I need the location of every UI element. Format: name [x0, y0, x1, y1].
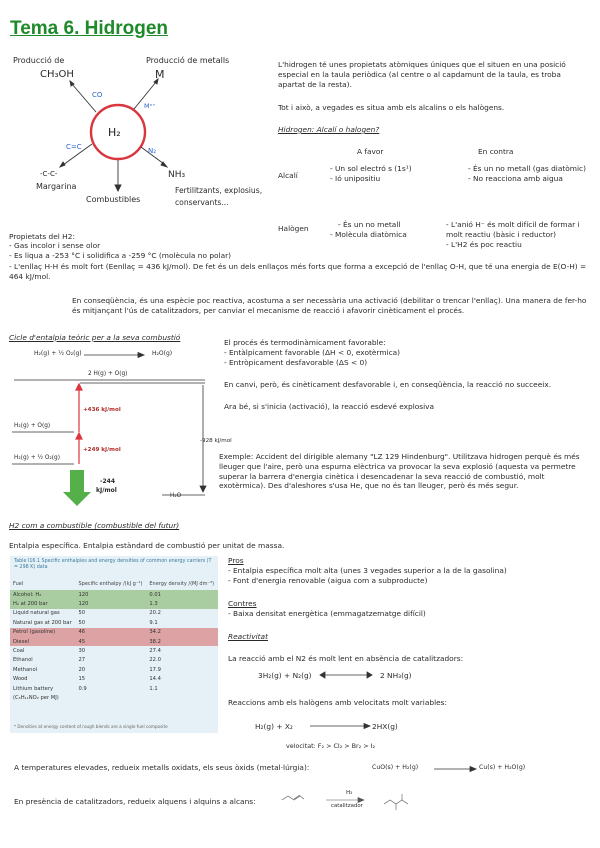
fuel-table [10, 556, 218, 733]
table-cell: 0.9 [78, 685, 87, 692]
alkane-molecule [384, 800, 408, 804]
table-cell: Methanol [13, 666, 38, 673]
table-cell: 20.2 [149, 610, 161, 617]
thermo-2: - Entàlpicament favorable (ΔH < 0, exotèrmica) [224, 348, 401, 357]
label-928: -928 kJ/mol [200, 438, 232, 444]
table-row [10, 693, 218, 702]
table-cell: Lithium battery [13, 685, 54, 692]
table-row [10, 675, 218, 684]
reaction-right: H₂O(g) [152, 350, 173, 357]
intro-paragraph: L'hidrogen té unes propietats atòmiques úniques que el situen en una posició especial en la taula periòdica (al centre o al capdamunt de la taula, es troba apartat de la resta). [278, 60, 566, 89]
table-cell: (C₅H₁₁NO₂ per MJ) [13, 694, 59, 701]
table-cell: 14.4 [149, 676, 161, 683]
halogen-contra-3: - L'H2 és poc reactiu [446, 240, 522, 249]
halogen-favor-2: - Molècula diatòmica [330, 230, 407, 239]
table-cell: Diesel [13, 638, 29, 645]
intro-paragraph-2: Tot i això, a vegades es situa amb els alcalins o els halògens. [278, 103, 505, 112]
table-cell: 1.3 [149, 601, 158, 608]
label-436: +436 kJ/mol [83, 407, 121, 413]
label-249: +249 kJ/mol [83, 447, 121, 453]
reaction-left: H₂(g) + ½ O₂(g) [34, 350, 82, 357]
alcali-contra-2: - No reacciona amb aigua [468, 174, 563, 183]
table-cell: Liquid natural gas [13, 610, 60, 617]
reactivity-heading: Reactivitat [228, 632, 268, 641]
table-cell: 27.4 [149, 648, 161, 655]
table-cell: Wood [13, 676, 28, 683]
table-cell: 34.2 [149, 629, 161, 636]
cycle-heading: Cicle d'entalpia teòric per a la seva combustió [9, 333, 181, 342]
property-line-3: - L'enllaç H-H és molt fort (Eenllaç = 436 kJ/mol). De fet és un dels enllaços més forts que forma a excepció de l'enllaç O-H, que té una energia de E(O-H) = 464 kJ/mol. [9, 262, 587, 281]
thermo-1: El procés és termodinàmicament favorable: [224, 338, 386, 347]
h2-center-label: H₂ [108, 126, 121, 139]
property-line-2: - Es liqua a -253 °C i solidifica a -259 °C (molècula no polar) [9, 251, 232, 260]
nh3-label: NH₃ [168, 170, 186, 180]
conservants-label: conservants... [175, 198, 229, 207]
cc-single-label: -C-C- [40, 170, 58, 178]
consequence-paragraph: En conseqüència, és una espècie poc reactiva, acostuma a ser necessària una activació (debilitar o trencar l'enllaç). Una manera de fer-ho és mitjançant l'ús de catalitzadors, per canviar el mecanisme de reacció i afavorir cinèticament el procés. [72, 296, 587, 315]
table-cell: Ethanol [13, 657, 33, 664]
table-caption: Table I16.1 Specific enthalpies and energy densities of common energy carriers (T = 298 K) data [14, 559, 212, 571]
nitrogen-text: La reacció amb el N2 és molt lent en absència de catalitzadors: [228, 654, 464, 663]
table-cell: 120 [78, 601, 89, 608]
halogen-left: H₂(g) + X₂ [255, 722, 293, 731]
table-cell: 22.0 [149, 657, 161, 664]
metals-text: A temperatures elevades, redueix metalls oxidats, els seus òxids (metal·lúrgia): [14, 763, 310, 772]
table-cell: 1.1 [149, 685, 158, 692]
table-row [10, 628, 218, 637]
alkali-halogen-question: Hidrogen: Alcalí o halogen? [278, 125, 380, 134]
alcali-label: Alcalí [278, 171, 298, 180]
col-contra: En contra [478, 147, 514, 156]
table-row [10, 599, 218, 608]
table-cell [146, 693, 218, 702]
product-level: H₂O [170, 493, 182, 499]
table-cell: Petrol (gasoline) [13, 629, 56, 636]
contras-heading: Contres [228, 599, 257, 608]
property-line-1: - Gas incolor i sense olor [9, 241, 101, 250]
nitrogen-left: 3H₂(g) + N₂(g) [258, 671, 312, 680]
alkene-h2: H₂ [346, 790, 353, 796]
thermo-3: - Entròpicament desfavorable (ΔS < 0) [224, 358, 368, 367]
table-header-fuel: Fuel [13, 580, 24, 587]
table-cell: 15 [78, 676, 86, 683]
mn-label: Mⁿ⁺ [144, 102, 156, 110]
result-arrow [70, 470, 84, 494]
alkene-molecule [282, 796, 304, 800]
halogen-contra-1: - L'anió H⁻ és molt difícil de formar i [446, 220, 580, 229]
pros-1: - Entalpia específica molt alta (unes 3 vegades superior a la de la gasolina) [228, 566, 507, 575]
alcali-favor-1: - Un sol electró s (1s¹) [330, 164, 412, 173]
metals-product: Cu(s) + H₂O(g) [479, 764, 526, 771]
table-row [10, 656, 218, 665]
metals-production-label: Producció de metalls [146, 56, 230, 65]
table-cell: 38.2 [149, 638, 161, 645]
table-row [10, 637, 218, 646]
halogen-label: Halògen [278, 224, 309, 233]
low-level: H₂(g) + ½ O₂(g) [14, 455, 60, 461]
top-level: 2 H(g) + O(g) [88, 371, 128, 377]
table-cell: 30 [78, 648, 86, 655]
nitrogen-right: 2 NH₃(g) [380, 671, 412, 680]
pros-heading: Pros [228, 556, 244, 565]
mid-level: H₂(g) + O(g) [14, 423, 51, 429]
col-favor: A favor [357, 147, 384, 156]
table-cell: Coal [13, 648, 25, 655]
alkene-text: En presència de catalitzadors, redueix alquens i alquins a alcans: [14, 797, 256, 806]
metals-equation: CuO(s) + H₂(g) [372, 764, 419, 771]
table-cell: 0.01 [149, 591, 161, 598]
table-cell: 120 [78, 591, 89, 598]
table-cell: 17.9 [149, 666, 161, 673]
activation-text: Ara bé, si s'inicia (activació), la reacció esdevé explosiva [224, 402, 435, 411]
cc-double-label: C=C [66, 143, 82, 151]
fertilitzants-label: Fertilitzants, explosius, [175, 186, 263, 195]
table-cell: 50 [78, 610, 86, 617]
table-row [10, 665, 218, 674]
table-cell [75, 693, 146, 702]
alcali-favor-2: - Ió unipositiu [330, 174, 381, 183]
table-row [10, 684, 218, 693]
table-header-enthalpy: Specific enthalpy /(kJ g⁻¹) [78, 580, 143, 587]
table-cell: 46 [78, 629, 86, 636]
result-value: -244 [100, 478, 116, 485]
properties-heading: Propietats del H2: [9, 232, 75, 241]
specific-enthalpy-text: Entalpia específica. Entalpia estàndard de combustió per unitat de massa. [9, 541, 285, 550]
table-note: * Densities at energy content of rough blends are a single fuel composite [14, 724, 168, 729]
table-row [10, 609, 218, 618]
table-cell: Natural gas at 200 bar [13, 619, 72, 626]
table-row [10, 590, 218, 599]
table-cell: Alcohol: H₂ [13, 591, 42, 598]
methanol-label: CH₃OH [40, 69, 74, 80]
halogen-contra-2: molt reactiu (bàsic i reductor) [446, 230, 557, 239]
hindenburg-example: Exemple: Accident del dirigible alemany "LZ 129 Hindenburg". Utilitzava hidrogen perquè és més lleuger que l'aire, però una espurna elèctrica va provocar la seva explosió (aquesta va permetre superar la barrera d'energia cinètica i desencadenar la seva reacció de combustió, molt exotèrmica). Des d'aleshores s'usa He, que no és tan lleuger, però és més segur. [219, 452, 580, 491]
combustibles-label: Combustibles [86, 195, 141, 204]
alcali-contra-1: - És un no metall (gas diatòmic) [468, 164, 586, 173]
result-unit: kJ/mol [96, 487, 117, 494]
production-label: Producció de [13, 56, 65, 65]
co-label: CO [92, 91, 103, 99]
table-cell: 50 [78, 619, 86, 626]
pros-2: - Font d'energia renovable (aigua com a subproducte) [228, 576, 428, 585]
table-cell: 27 [78, 657, 86, 664]
velocity-order: velocitat: F₂ > Cl₂ > Br₂ > I₂ [286, 742, 376, 750]
table-cell: H₂ at 200 bar [13, 601, 48, 608]
fuel-data-table [10, 577, 218, 703]
metal-symbol: M [155, 68, 165, 81]
table-row [10, 646, 218, 655]
n2-label: N₂ [148, 147, 157, 155]
page-title: Tema 6. Hidrogen [10, 18, 169, 39]
table-row [10, 618, 218, 627]
alkene-catalyst: catalitzador [331, 803, 363, 809]
table-header-density: Energy density /(MJ dm⁻³) [149, 580, 215, 587]
metals-arrow [420, 764, 480, 774]
fuel-heading: H2 com a combustible (combustible del futur) [9, 521, 180, 530]
margarina-label: Margarina [36, 182, 77, 191]
table-cell: 9.1 [149, 619, 158, 626]
contras-1: - Baixa densitat energètica (emmagatzematge difícil) [228, 609, 426, 618]
table-cell: 45 [78, 638, 86, 645]
table-cell: 20 [78, 666, 86, 673]
kinetic-text: En canvi, però, és cinèticament desfavorable i, en conseqüència, la reacció no succeeix. [224, 380, 552, 389]
halogen-text: Reaccions amb els halògens amb velocitats molt variables: [228, 698, 448, 707]
halogen-right: 2HX(g) [372, 722, 398, 731]
halogen-favor-1: - És un no metall [338, 220, 401, 229]
